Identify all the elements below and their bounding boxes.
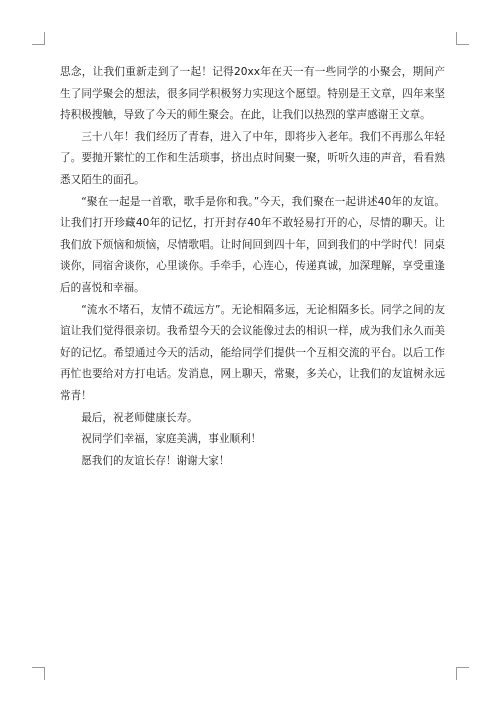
crop-mark-bottom-right	[456, 667, 469, 680]
paragraph-2: 三十八年！我们经历了青春，进入了中年，即将步入老年。我们不再那么年轻了。要抛开繁忙的工作和生活琐事，挤出点时间聚一聚，听听久违的声音，看看熟悉又陌生的面孔。	[60, 130, 445, 186]
paragraph-3: “聚在一起是一首歌，歌手是你和我。”今天，我们聚在一起讲述40年的友谊。让我们打开珍藏40年的记忆，打开封存40年不敢轻易打开的心，尽情的聊天。让我们放下烦恼和烦恼，尽情歌唱。让时间回到四十年，回到我们的中学时代！同桌谈你，同宿舍谈你，心里谈你。手牵手，心连心，传递真诚，加深理解，享受重逢后的喜悦和幸福。	[60, 195, 445, 294]
crop-mark-top-left	[32, 32, 45, 45]
crop-mark-top-right	[456, 32, 469, 45]
crop-mark-bottom-left	[32, 667, 45, 680]
paragraph-4: “流水不堵石，友情不疏远方”。无论相隔多远，无论相隔多长。同学之间的友谊让我们觉得很亲切。我希望今天的会议能像过去的相识一样，成为我们永久而美好的记忆。希望通过今天的活动，能给同学们提供一个互相交流的平台。以后工作再忙也要给对方打电话。发消息，网上聊天，常聚，多关心，让我们的友谊树永远常青！	[60, 303, 445, 402]
paragraph-6: 祝同学们幸福，家庭美满，事业顺利！	[81, 433, 262, 446]
paragraph-1: 思念，让我们重新走到了一起！记得20xx年在天一有一些同学的小聚会，期间产生了同学聚会的想法，很多同学积极努力实现这个愿望。特别是王文章，四年来坚持积极搜触，导致了今天的师生聚会。在此，让我们以热烈的掌声感谢王文章。	[60, 66, 445, 122]
paragraph-7: 愿我们的友谊长存！谢谢大家！	[81, 454, 230, 467]
document-body	[60, 62, 445, 472]
paragraph-5: 最后，祝老师健康长寿。	[81, 411, 198, 424]
